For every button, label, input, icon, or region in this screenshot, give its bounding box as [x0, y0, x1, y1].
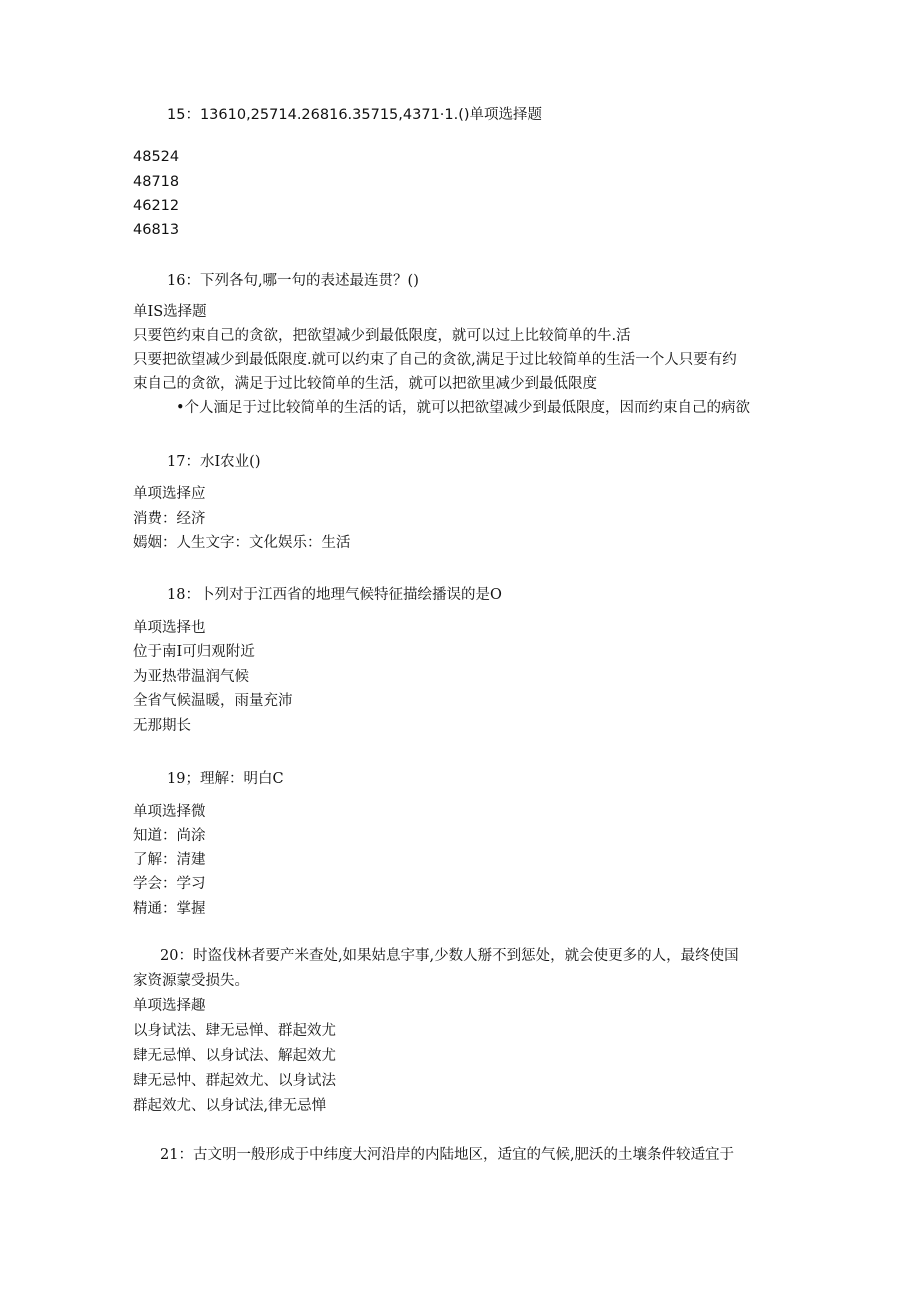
question-19-option-a: 知道：尚涂	[133, 828, 206, 844]
question-15-option-b: 48718	[133, 174, 180, 190]
question-20-type: 单项选择趣	[133, 998, 206, 1014]
question-16-type: 单IS选择题	[133, 304, 207, 320]
question-16-title: 16：下列各句,哪一句的表述最连贯？()	[167, 273, 419, 289]
question-19-title: 19；理解：明白C	[167, 771, 284, 787]
question-15-option-c: 46212	[133, 198, 180, 214]
question-18-title: 18：卜列对于江西省的地理气候特征描绘播误的是O	[167, 587, 502, 603]
question-18-type: 单项选择也	[133, 620, 206, 636]
question-20-option-c: 肆无忌忡、群起效尤、以身试法	[133, 1073, 336, 1089]
question-17-option-b: 嫣姻：人生文字：文化娱乐：生活	[133, 535, 351, 551]
question-16-option-b-cont: 束自己的贪欲，满足于过比较简单的生活，就可以把欲里减少到最低限度	[133, 376, 597, 392]
question-15-option-a: 48524	[133, 149, 180, 165]
question-20-title: 20：时盗伐林者要产米查处,如果姑息宇事,少数人掰不到惩处，就会使更多的人，最终使国	[160, 948, 739, 964]
question-16-option-d: •个人湎足于过比较简单的生活的话，就可以把欲望减少到最低限度，因而约束自己的病欲	[176, 400, 751, 416]
question-18-option-a: 位于南I可归观附近	[133, 644, 255, 660]
question-15-option-d: 46813	[133, 222, 180, 238]
question-18-option-b: 为亚热带温润气候	[133, 669, 249, 685]
question-19-type: 单项选择微	[133, 804, 206, 820]
question-20-option-d: 群起效尤、以身试法,律无忌惮	[133, 1098, 327, 1114]
question-20-option-b: 肆无忌惮、以身试法、解起效尤	[133, 1048, 336, 1064]
question-16-option-b: 只要把欲望减少到最低限度.就可以约束了自己的贪欲,满足于过比较简单的生活一个人只要有约	[133, 352, 737, 368]
question-18-option-c: 全省气候温暖，雨量充沛	[133, 693, 293, 709]
question-19-option-b: 了解：清建	[133, 852, 206, 868]
question-19-option-c: 学会：学习	[133, 876, 206, 892]
question-21-title: 21：古文明一般形成于中纬度大河沿岸的内陆地区，适宜的气候,肥沃的土壤条件较适宜于	[160, 1147, 735, 1163]
question-15-title: 15：13610,25714.26816.35715,4371·1.()单项选择题	[167, 107, 543, 123]
question-19-option-d: 精通：掌握	[133, 901, 206, 917]
question-20-option-a: 以身试法、肆无忌惮、群起效尤	[133, 1023, 336, 1039]
question-18-option-d: 无那期长	[133, 718, 191, 734]
question-17-option-a: 消费：经济	[133, 511, 206, 527]
question-17-type: 单项选择应	[133, 486, 206, 502]
question-16-option-a: 只要笆约束自己的贪欲，把欲望减少到最低限度，就可以过上比较简单的牛.活	[133, 328, 631, 344]
question-17-title: 17：水I农业()	[167, 454, 261, 470]
question-20-title-cont: 家资源蒙受损失。	[133, 973, 249, 989]
